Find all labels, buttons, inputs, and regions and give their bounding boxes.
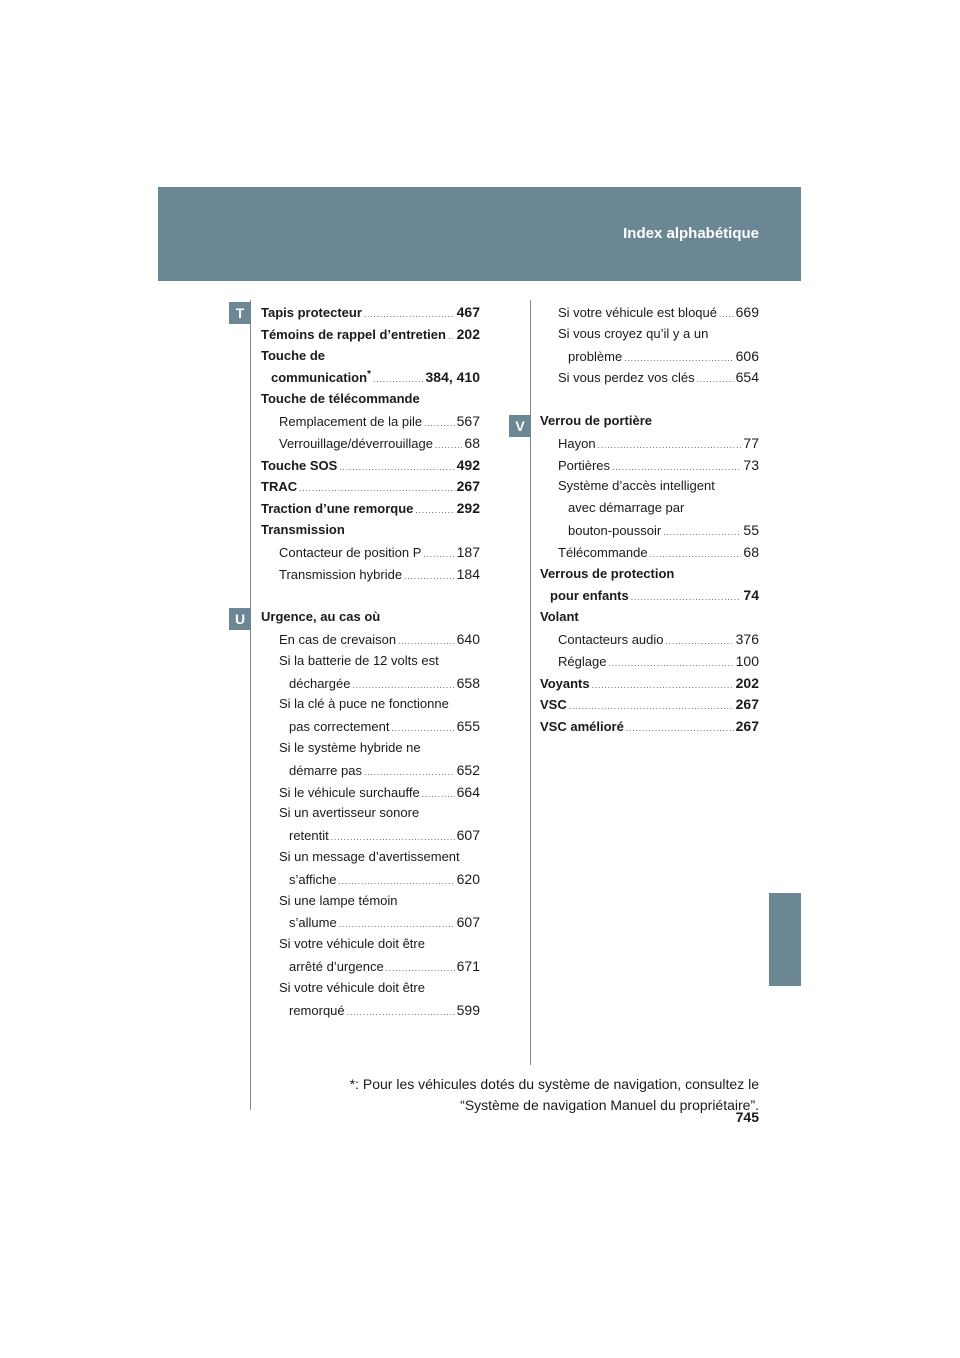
entry-label: Voyants <box>540 675 590 691</box>
entry-label: Si la batterie de 12 volts est <box>279 652 439 668</box>
section-gap <box>261 587 480 609</box>
leader-dots <box>424 419 455 428</box>
entry-label: Si une lampe témoin <box>279 892 398 908</box>
section-thumb-tab <box>769 893 801 986</box>
index-subentry <box>540 631 759 653</box>
entry-label: Si vous perdez vos clés <box>558 370 695 386</box>
entry-label: Si la clé à puce ne fonctionne <box>279 696 449 712</box>
letter-tab-v: V <box>509 415 531 437</box>
entry-label: Si votre véhicule doit être <box>279 936 425 952</box>
leader-dots <box>650 550 742 559</box>
entry-label: Si le système hybride ne <box>279 739 421 755</box>
leader-dots <box>404 572 455 581</box>
entry-page: 567 <box>456 412 480 429</box>
leader-dots <box>415 506 454 515</box>
entry-label: Touche de <box>261 347 326 363</box>
entry-label: Si votre véhicule doit être <box>279 979 425 995</box>
index-entry <box>540 696 759 718</box>
entry-label: VSC <box>540 697 567 713</box>
index-entry <box>261 522 480 544</box>
entry-label: bouton-poussoir <box>568 522 662 538</box>
index-entry <box>540 675 759 697</box>
index-subentry <box>540 653 759 675</box>
entry-label: Volant <box>540 609 579 625</box>
leader-dots <box>339 463 454 472</box>
entry-page: 669 <box>735 304 759 320</box>
index-subentry <box>261 914 480 936</box>
left-rule <box>250 300 251 1110</box>
leader-dots <box>666 637 734 646</box>
index-column-right <box>540 304 759 740</box>
index-subentry <box>261 740 480 762</box>
footnote-line: “Système de navigation Manuel du propriétaire”. <box>460 1097 759 1113</box>
entry-page: 658 <box>456 674 480 691</box>
footnote <box>259 1074 759 1116</box>
leader-dots <box>364 768 455 777</box>
index-subentry <box>261 805 480 827</box>
entry-label: Transmission <box>261 521 345 537</box>
entry-label: Verrous de protection <box>540 565 675 581</box>
index-subentry <box>261 566 480 588</box>
index-subentry <box>540 500 759 522</box>
leader-dots <box>435 441 462 450</box>
entry-label: s’affiche <box>289 871 337 887</box>
footnote-mark: * <box>367 369 371 381</box>
index-entry <box>261 369 480 391</box>
index-entry <box>540 587 759 609</box>
entry-label: problème <box>568 348 623 364</box>
entry-label: déchargée <box>289 675 351 691</box>
index-column-left <box>261 304 480 1023</box>
entry-label: Système d’accès intelligent <box>558 478 715 494</box>
entry-label: Contacteur de position P <box>279 544 422 560</box>
entry-label: Si votre véhicule est bloqué <box>558 305 717 320</box>
index-subentry <box>261 762 480 784</box>
entry-page: 184 <box>456 565 480 582</box>
entry-label: avec démarrage par <box>568 500 685 516</box>
leader-dots <box>347 1008 455 1017</box>
index-subentry <box>261 958 480 980</box>
index-entry <box>261 500 480 522</box>
entry-page: 267 <box>735 718 759 735</box>
entry-page: 202 <box>735 674 759 691</box>
entry-label: Tapis protecteur <box>261 305 362 320</box>
entry-label: TRAC <box>261 479 298 495</box>
entry-label: Si un avertisseur sonore <box>279 805 420 821</box>
entry-label: Verrouillage/déverrouillage <box>279 435 433 451</box>
entry-label: Transmission hybride <box>279 566 403 582</box>
leader-dots <box>719 310 734 319</box>
index-subentry <box>261 413 480 435</box>
entry-label: Touche SOS <box>261 457 338 473</box>
entry-page: 599 <box>456 1001 480 1018</box>
index-entry <box>261 478 480 500</box>
entry-page: 187 <box>456 543 480 560</box>
entry-page: 267 <box>735 696 759 713</box>
entry-page: 607 <box>456 914 480 931</box>
leader-dots <box>331 833 455 842</box>
entry-page: 202 <box>456 325 480 342</box>
leader-dots <box>631 593 742 602</box>
entry-label: pour enfants <box>550 588 629 604</box>
entry-page: 606 <box>735 347 759 364</box>
leader-dots <box>422 790 455 799</box>
index-subentry <box>540 478 759 500</box>
index-entry <box>261 326 480 348</box>
entry-page: 640 <box>456 630 480 647</box>
entry-label: Si vous croyez qu’il y a un <box>558 325 709 341</box>
index-subentry <box>261 871 480 893</box>
entry-label: Télécommande <box>558 544 648 560</box>
index-entry <box>540 413 759 435</box>
index-subentry <box>261 653 480 675</box>
entry-label: Témoins de rappel d’entretien <box>261 326 446 342</box>
index-entry <box>540 566 759 588</box>
entry-label-text: communication <box>271 370 368 386</box>
letter-tab-t: T <box>229 302 251 324</box>
entry-label: Hayon <box>558 435 596 451</box>
index-subentry <box>540 304 759 326</box>
page-number: 745 <box>735 1109 759 1125</box>
leader-dots <box>391 724 454 733</box>
index-entry <box>261 457 480 479</box>
leader-dots <box>352 681 454 690</box>
index-subentry <box>261 784 480 806</box>
leader-dots <box>598 441 742 450</box>
entry-label: Contacteurs audio <box>558 631 664 647</box>
index-subentry <box>540 544 759 566</box>
index-subentry <box>540 369 759 391</box>
index-subentry <box>261 696 480 718</box>
index-entry <box>261 609 480 631</box>
entry-label: remorqué <box>289 1002 345 1018</box>
entry-label: VSC amélioré <box>540 719 624 735</box>
entry-page: 267 <box>456 478 480 495</box>
leader-dots <box>448 332 455 341</box>
leader-dots <box>386 964 455 973</box>
index-subentry <box>261 1002 480 1024</box>
leader-dots <box>697 375 734 384</box>
leader-dots <box>592 681 734 690</box>
index-subentry <box>261 827 480 849</box>
leader-dots <box>364 310 455 319</box>
entry-page: 55 <box>743 521 759 538</box>
index-entry <box>540 718 759 740</box>
entry-page: 492 <box>456 456 480 473</box>
entry-label: retentit <box>289 828 329 844</box>
entry-page: 671 <box>456 957 480 974</box>
entry-label: arrêté d’urgence <box>289 958 384 974</box>
entry-page: 620 <box>456 870 480 887</box>
entry-label: Traction d’une remorque <box>261 501 414 517</box>
index-subentry <box>540 522 759 544</box>
index-subentry <box>261 936 480 958</box>
leader-dots <box>398 637 455 646</box>
index-subentry <box>261 544 480 566</box>
entry-page: 68 <box>464 434 480 451</box>
letter-tab-u: U <box>229 608 251 630</box>
leader-dots <box>299 484 455 493</box>
index-subentry <box>261 849 480 871</box>
index-subentry <box>540 435 759 457</box>
entry-label: Si le véhicule surchauffe <box>279 784 420 800</box>
leader-dots <box>339 920 455 929</box>
entry-page: 664 <box>456 783 480 800</box>
index-subentry <box>261 893 480 915</box>
section-gap <box>540 391 759 413</box>
index-entry <box>261 348 480 370</box>
index-subentry <box>261 631 480 653</box>
entry-label: pas correctement <box>289 719 390 735</box>
entry-page: 652 <box>456 761 480 778</box>
index-subentry <box>540 348 759 370</box>
entry-label: Verrou de portière <box>540 412 652 428</box>
index-subentry <box>540 326 759 348</box>
leader-dots <box>626 724 734 733</box>
page-title: Index alphabétique <box>623 225 759 242</box>
leader-dots <box>373 375 424 384</box>
entry-label: Portières <box>558 457 611 473</box>
entry-page: 384, 410 <box>425 369 480 386</box>
index-subentry <box>261 718 480 740</box>
leader-dots <box>663 528 741 537</box>
entry-page: 77 <box>743 434 759 451</box>
footnote-line: *: Pour les véhicules dotés du système de navigation, consultez le <box>349 1076 759 1092</box>
index-subentry <box>261 435 480 457</box>
entry-page: 292 <box>456 500 480 517</box>
entry-page: 607 <box>456 827 480 844</box>
index-subentry <box>261 675 480 697</box>
entry-label: Urgence, au cas où <box>261 609 381 625</box>
entry-label: Touche de télécommande <box>261 391 420 407</box>
leader-dots <box>612 463 741 472</box>
index-entry <box>261 304 480 326</box>
entry-page: 100 <box>735 652 759 669</box>
entry-label: Réglage <box>558 653 607 669</box>
leader-dots <box>608 659 733 668</box>
entry-page: 467 <box>456 304 480 320</box>
entry-page: 654 <box>735 369 759 386</box>
header-band <box>158 187 801 281</box>
entry-label: s’allume <box>289 915 337 931</box>
index-entry <box>540 609 759 631</box>
leader-dots <box>338 877 454 886</box>
entry-label: démarre pas <box>289 762 362 778</box>
entry-page: 655 <box>456 718 480 735</box>
entry-label <box>271 369 371 385</box>
index-subentry <box>261 980 480 1002</box>
leader-dots <box>569 702 734 711</box>
entry-page: 74 <box>743 587 759 604</box>
leader-dots <box>624 354 733 363</box>
entry-page: 68 <box>743 543 759 560</box>
entry-page: 73 <box>743 456 759 473</box>
index-subentry <box>540 457 759 479</box>
entry-label: Si un message d’avertissement <box>279 848 460 864</box>
entry-page: 376 <box>735 630 759 647</box>
index-entry <box>261 391 480 413</box>
entry-label: Remplacement de la pile <box>279 413 423 429</box>
entry-label: En cas de crevaison <box>279 631 397 647</box>
leader-dots <box>423 550 454 559</box>
